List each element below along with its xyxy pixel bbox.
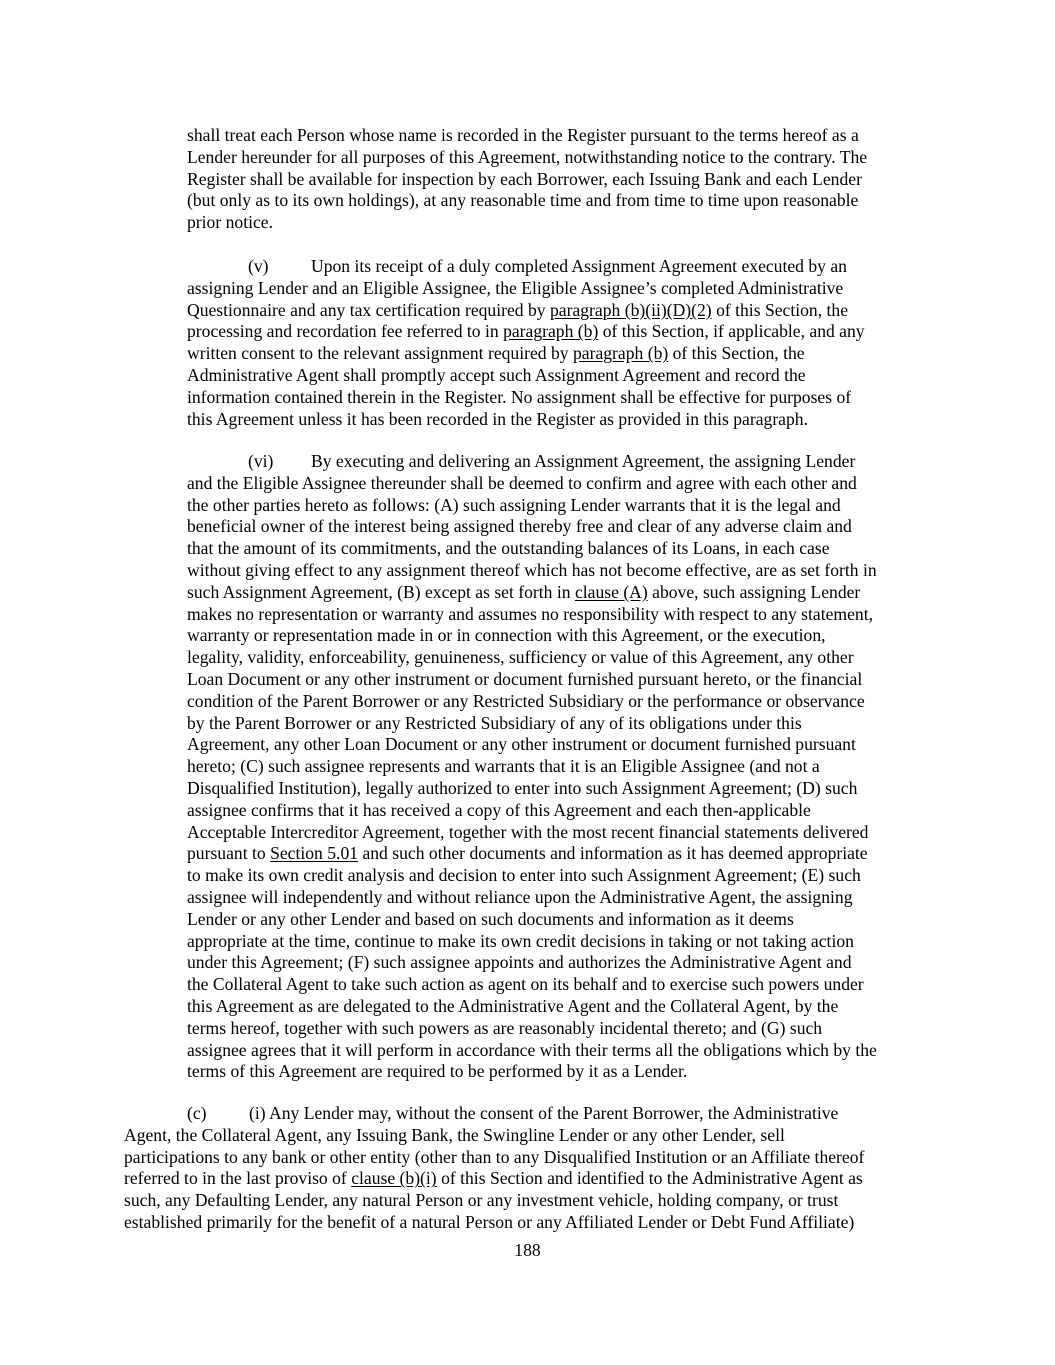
text-line: hereto; (C) such assignee represents and warrants that it is an Eligible Assignee (and not a	[187, 756, 820, 777]
text-line: to make its own credit analysis and decision to enter into such Assignment Agreement; (E) such	[187, 865, 861, 886]
cross-reference: paragraph (b)	[503, 321, 599, 342]
text-line: Acceptable Intercreditor Agreement, together with the most recent financial statements delivered	[187, 821, 869, 842]
text-line: Agent, the Collateral Agent, any Issuing Bank, the Swingline Lender or any other Lender, sell	[124, 1124, 785, 1145]
paragraph-vi	[187, 451, 877, 1083]
text-line: By executing and delivering an Assignment Agreement, the assigning Lender	[311, 451, 856, 471]
text-line: assignee agrees that it will perform in accordance with their terms all the obligations which by the	[187, 1039, 877, 1060]
text-line: Agreement, any other Loan Document or any other instrument or document furnished pursuant	[187, 734, 856, 755]
clause-label: (v)	[248, 256, 269, 276]
clause-label: (c)	[187, 1103, 207, 1123]
cross-reference: paragraph (b)(ii)(D)(2)	[549, 299, 712, 320]
text-line: Administrative Agent shall promptly accept such Assignment Agreement and record the	[187, 364, 806, 385]
paragraph-v	[187, 256, 865, 430]
cross-reference: Section 5.01	[270, 843, 359, 864]
clause-label: (vi)	[248, 451, 274, 471]
text-segment: processing and recordation fee referred to in	[187, 321, 504, 342]
text-line: Register shall be available for inspection by each Borrower, each Issuing Bank and each Lender	[187, 168, 862, 189]
text-line: by the Parent Borrower or any Restricted Subsidiary of any of its obligations under this	[187, 712, 802, 733]
text-line: established primarily for the benefit of a natural Person or any Affiliated Lender or Debt Fund Affiliate)	[124, 1211, 855, 1232]
paragraph-register-continuation	[187, 125, 867, 234]
text-line: the other parties hereto as follows: (A) such assigning Lender warrants that it is the legal and	[187, 494, 841, 515]
text-line: (i) Any Lender may, without the consent of the Parent Borrower, the Administrative	[249, 1103, 839, 1123]
text-line: warranty or representation made in or in connection with this Agreement, or the execution,	[187, 625, 826, 646]
text-line: beneficial owner of the interest being assigned thereby free and clear of any adverse claim and	[187, 516, 852, 537]
text-line: legality, validity, enforceability, genuineness, sufficiency or value of this Agreement, any other	[187, 647, 854, 668]
cross-reference: paragraph (b)	[572, 343, 669, 364]
text-segment: of this Section, the	[711, 299, 849, 320]
text-segment: and such other documents and information as it has deemed appropriate	[358, 843, 868, 864]
text-line: assigning Lender and an Eligible Assignee, the Eligible Assignee’s completed Administrative	[187, 277, 844, 298]
text-line: Lender hereunder for all purposes of this Agreement, notwithstanding notice to the contrary. The	[187, 146, 868, 167]
text-line: that the amount of its commitments, and the outstanding balances of its Loans, in each case	[187, 538, 830, 559]
text-line: Upon its receipt of a duly completed Assignment Agreement executed by an	[311, 256, 847, 276]
text-line: condition of the Parent Borrower or any Restricted Subsidiary or the performance or observance	[187, 690, 865, 711]
text-segment: Questionnaire and any tax certification required by	[187, 299, 550, 320]
text-line: terms hereof, together with such powers as are reasonably incidental thereto; and (G) such	[187, 1017, 823, 1038]
text-segment: of this Section and identified to the Administrative Agent as	[436, 1168, 863, 1189]
text-line: Lender or any other Lender and based on such documents and information as it deems	[187, 908, 794, 929]
text-line: (but only as to its own holdings), at any reasonable time and from time to time upon reasonable	[187, 190, 859, 211]
text-segment: of this Section, if applicable, and any	[598, 321, 865, 342]
paragraph-c	[124, 1103, 864, 1234]
cross-reference: clause (A)	[574, 581, 648, 602]
text-line: Loan Document or any other instrument or document furnished pursuant hereto, or the financial	[187, 668, 863, 689]
text-line: this Agreement as are delegated to the Administrative Agent and the Collateral Agent, by the	[187, 995, 839, 1016]
text-line: Disqualified Institution), legally authorized to enter into such Assignment Agreement; (D) such	[187, 777, 858, 798]
text-line: information contained therein in the Register. No assignment shall be effective for purposes of	[187, 386, 852, 407]
text-line: assignee will independently and without reliance upon the Administrative Agent, the assigning	[187, 886, 853, 907]
text-line: the Collateral Agent to take such action as agent on its behalf and to exercise such powers under	[187, 974, 864, 995]
page-number: 188	[514, 1240, 541, 1260]
text-line: appropriate at the time, continue to make its own credit decisions in taking or not taking action	[187, 930, 854, 951]
text-segment: above, such assigning Lender	[647, 581, 861, 602]
text-segment: written consent to the relevant assignment required by	[187, 343, 573, 364]
cross-reference: clause (b)(i)	[351, 1168, 437, 1189]
text-segment: of this Section, the	[668, 343, 805, 364]
text-line: under this Agreement; (F) such assignee appoints and authorizes the Administrative Agent and	[187, 952, 852, 973]
text-line: makes no representation or warranty and assumes no responsibility with respect to any statement,	[187, 603, 873, 624]
text-line: prior notice.	[187, 212, 273, 233]
text-line: and the Eligible Assignee thereunder shall be deemed to confirm and agree with each other and	[187, 472, 857, 493]
text-segment: referred to in the last proviso of	[124, 1168, 352, 1189]
text-line: such, any Defaulting Lender, any natural Person or any investment vehicle, holding company, or trust	[124, 1190, 839, 1211]
text-line: without giving effect to any assignment thereof which has not become effective, are as set forth in	[187, 559, 877, 580]
text-segment: such Assignment Agreement, (B) except as set forth in	[187, 581, 575, 602]
text-line: participations to any bank or other entity (other than to any Disqualified Institution or an Affiliate thereof	[124, 1146, 865, 1167]
text-line: terms of this Agreement are required to be performed by it as a Lender.	[187, 1061, 688, 1082]
text-line: this Agreement unless it has been recorded in the Register as provided in this paragraph.	[187, 408, 808, 429]
text-line: assignee confirms that it has received a copy of this Agreement and each then-applicable	[187, 799, 811, 820]
text-line: shall treat each Person whose name is recorded in the Register pursuant to the terms hereof as a	[187, 125, 859, 145]
text-segment: pursuant to	[187, 843, 271, 864]
